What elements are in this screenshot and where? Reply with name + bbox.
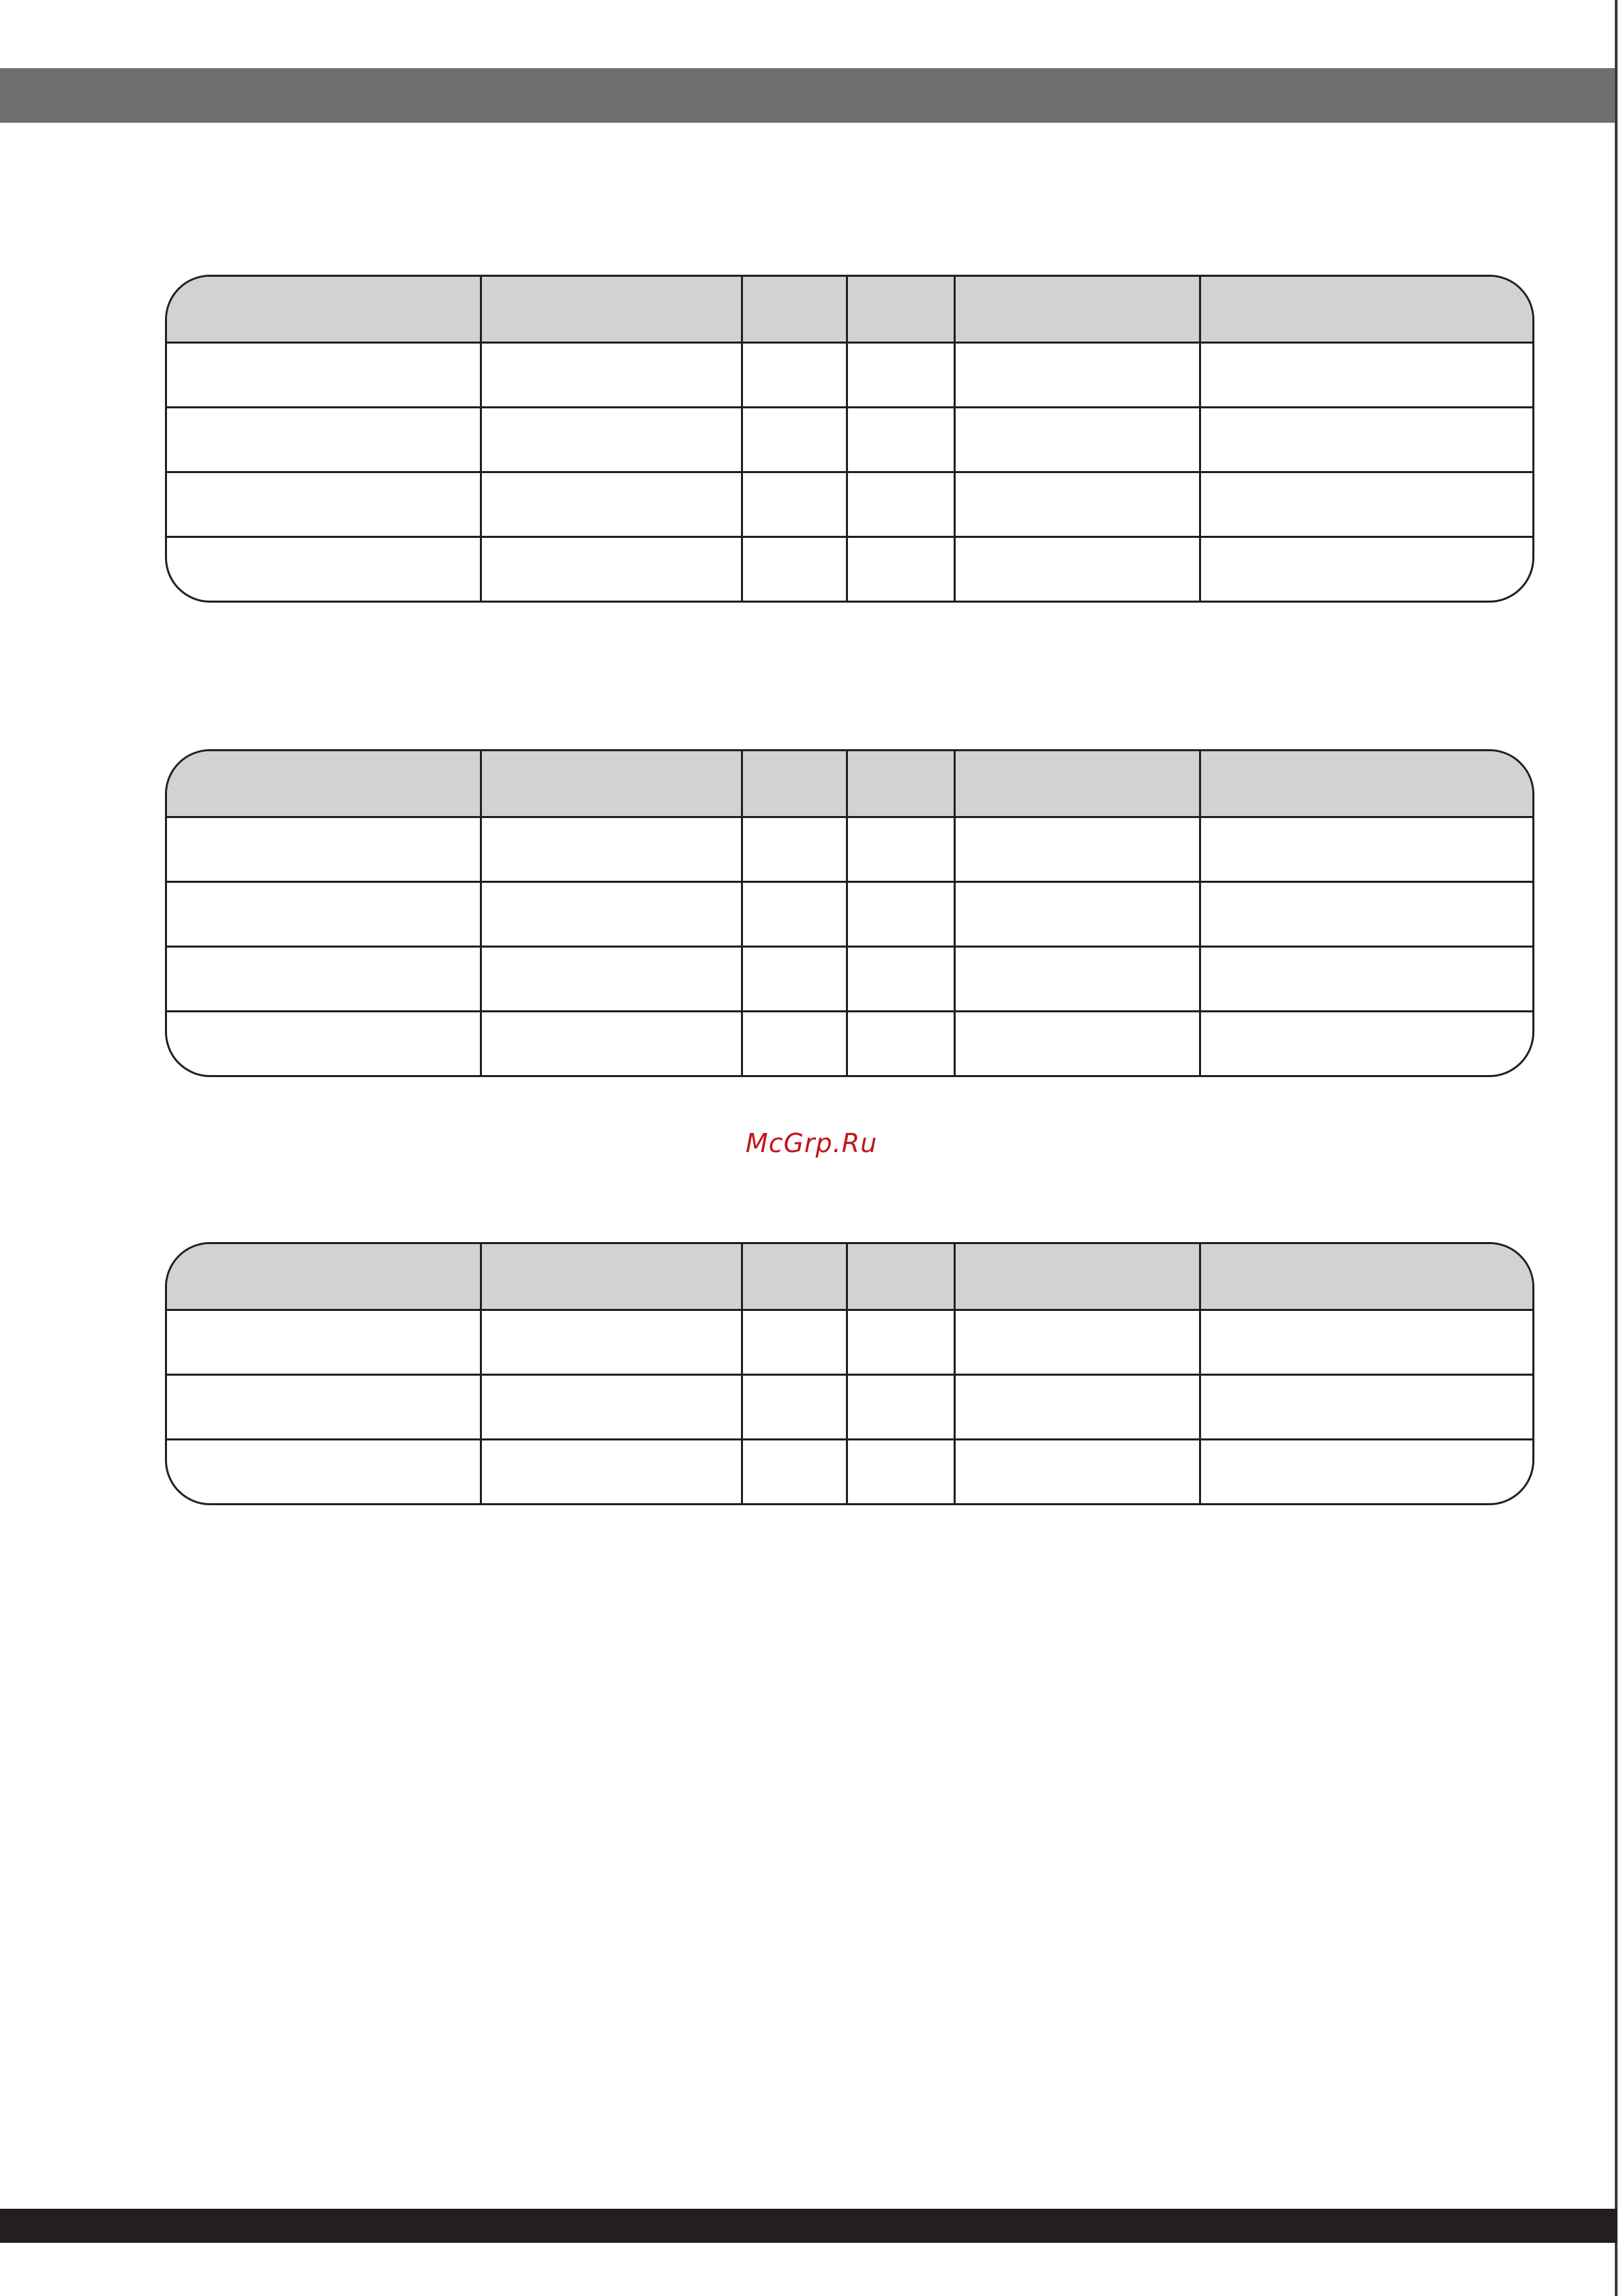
table-cell	[482, 881, 743, 946]
table-cell	[167, 1438, 482, 1503]
table-header-row	[167, 751, 1532, 816]
header-cell	[167, 1244, 482, 1309]
table-cell	[743, 816, 848, 881]
table-cell	[1201, 816, 1532, 881]
table-cell	[167, 1010, 482, 1075]
table-cell	[956, 1374, 1201, 1438]
table-cell	[1201, 1374, 1532, 1438]
header-cell	[743, 751, 848, 816]
table-row	[167, 471, 1532, 536]
header-cell	[482, 751, 743, 816]
table-cell	[956, 816, 1201, 881]
table-cell	[956, 471, 1201, 536]
table-row	[167, 946, 1532, 1010]
table-cell	[167, 471, 482, 536]
bottom-footer-band	[0, 2209, 1617, 2243]
header-cell	[167, 751, 482, 816]
table-cell	[167, 536, 482, 601]
header-cell	[956, 751, 1201, 816]
header-cell	[482, 277, 743, 342]
table-cell	[482, 1309, 743, 1374]
table-cell	[743, 1010, 848, 1075]
watermark-text: McGrp.Ru	[745, 1128, 878, 1158]
table-cell	[482, 1374, 743, 1438]
table-row	[167, 1374, 1532, 1438]
table-cell	[743, 946, 848, 1010]
table-cell	[743, 471, 848, 536]
table-cell	[482, 406, 743, 471]
table-cell	[743, 342, 848, 406]
table-cell	[956, 342, 1201, 406]
table-row	[167, 1010, 1532, 1075]
table-cell	[1201, 1010, 1532, 1075]
table-row	[167, 1438, 1532, 1503]
header-cell	[1201, 277, 1532, 342]
header-cell	[1201, 751, 1532, 816]
table-cell	[1201, 342, 1532, 406]
table-cell	[482, 1010, 743, 1075]
table-cell	[956, 406, 1201, 471]
table-cell	[482, 946, 743, 1010]
table-row	[167, 816, 1532, 881]
table-cell	[956, 536, 1201, 601]
table-cell	[167, 406, 482, 471]
table-cell	[167, 946, 482, 1010]
blank-table-3	[165, 1242, 1534, 1505]
table-cell	[482, 1438, 743, 1503]
table-cell	[956, 1309, 1201, 1374]
table-cell	[743, 1309, 848, 1374]
header-cell	[482, 1244, 743, 1309]
header-cell	[956, 277, 1201, 342]
table-cell	[482, 816, 743, 881]
table-cell	[848, 406, 956, 471]
header-cell	[848, 1244, 956, 1309]
table-cell	[482, 471, 743, 536]
header-cell	[743, 1244, 848, 1309]
table-row	[167, 342, 1532, 406]
top-header-band	[0, 68, 1620, 123]
table-cell	[848, 816, 956, 881]
table-cell	[1201, 1438, 1532, 1503]
table-cell	[1201, 406, 1532, 471]
table-cell	[956, 881, 1201, 946]
header-cell	[956, 1244, 1201, 1309]
header-cell	[743, 277, 848, 342]
blank-table-2	[165, 749, 1534, 1077]
table-row	[167, 406, 1532, 471]
table-cell	[743, 1374, 848, 1438]
table-cell	[1201, 946, 1532, 1010]
table-cell	[167, 881, 482, 946]
table-cell	[848, 1309, 956, 1374]
table-cell	[743, 881, 848, 946]
table-cell	[956, 1438, 1201, 1503]
table-cell	[743, 406, 848, 471]
table-row	[167, 536, 1532, 601]
table-row	[167, 1309, 1532, 1374]
table-header-row	[167, 1244, 1532, 1309]
table-cell	[743, 536, 848, 601]
table-cell	[167, 816, 482, 881]
table-cell	[848, 536, 956, 601]
blank-table-1	[165, 275, 1534, 603]
header-cell	[848, 751, 956, 816]
table-cell	[1201, 881, 1532, 946]
table-cell	[1201, 471, 1532, 536]
header-cell	[848, 277, 956, 342]
table-cell	[482, 536, 743, 601]
table-cell	[848, 881, 956, 946]
header-cell	[1201, 1244, 1532, 1309]
table-header-row	[167, 277, 1532, 342]
table-cell	[956, 1010, 1201, 1075]
table-cell	[848, 1438, 956, 1503]
table-cell	[167, 342, 482, 406]
table-cell	[848, 1374, 956, 1438]
table-cell	[848, 1010, 956, 1075]
table-cell	[848, 471, 956, 536]
table-cell	[848, 946, 956, 1010]
table-cell	[848, 342, 956, 406]
table-cell	[167, 1309, 482, 1374]
table-cell	[956, 946, 1201, 1010]
table-cell	[743, 1438, 848, 1503]
table-row	[167, 881, 1532, 946]
table-cell	[1201, 536, 1532, 601]
header-cell	[167, 277, 482, 342]
table-cell	[482, 342, 743, 406]
table-cell	[1201, 1309, 1532, 1374]
table-cell	[167, 1374, 482, 1438]
